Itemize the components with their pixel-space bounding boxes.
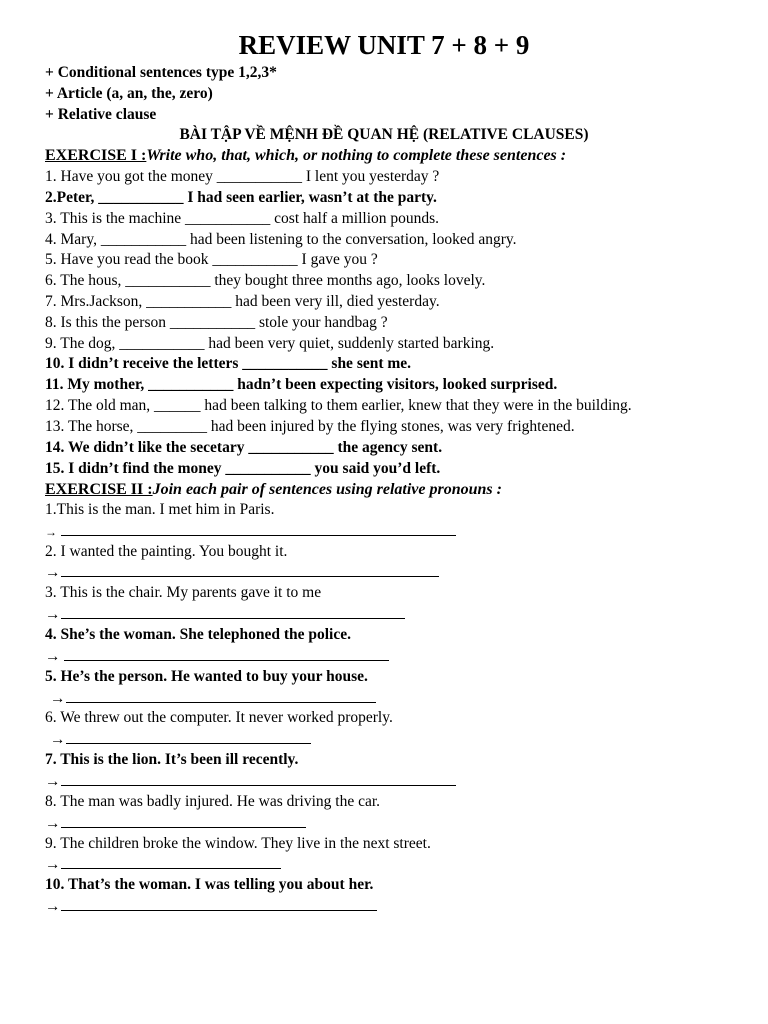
- arrow-icon: →: [45, 815, 61, 832]
- ex1-item-7: 7. Mrs.Jackson, ___________ had been very ill, died yesterday.: [45, 293, 440, 310]
- arrow-icon: →: [45, 898, 61, 915]
- ex2-answer-line-8[interactable]: [45, 813, 306, 834]
- answer-blank[interactable]: [61, 771, 456, 786]
- ex1-item-2: 2.Peter, ___________ I had seen earlier, wasn’t at the party.: [45, 189, 437, 206]
- ex2-answer-line-9[interactable]: [45, 854, 281, 875]
- exercise1-heading: EXERCISE I :: [45, 147, 147, 164]
- ex1-item-6: 6. The hous, ___________ they bought three months ago, looks lovely.: [45, 272, 486, 289]
- answer-blank[interactable]: [66, 729, 311, 744]
- answer-blank[interactable]: [61, 521, 456, 536]
- answer-blank[interactable]: [61, 896, 377, 911]
- ex2-item-9: 9. The children broke the window. They live in the next street.: [45, 835, 431, 852]
- ex1-item-5: 5. Have you read the book ___________ I gave you ?: [45, 251, 378, 268]
- ex2-item-10: 10. That’s the woman. I was telling you about her.: [45, 876, 374, 893]
- ex2-item-7: 7. This is the lion. It’s been ill recently.: [45, 751, 299, 768]
- ex2-item-2: 2. I wanted the painting. You bought it.: [45, 543, 288, 560]
- arrow-icon: →: [45, 525, 57, 539]
- arrow-icon: →: [45, 773, 61, 790]
- ex1-item-8: 8. Is this the person ___________ stole your handbag ?: [45, 314, 388, 331]
- section-heading: BÀI TẬP VỀ MỆNH ĐỀ QUAN HỆ (RELATIVE CLAUSES): [179, 126, 589, 143]
- exercise1-instruction: Write who, that, which, or nothing to complete these sentences :: [146, 147, 567, 164]
- ex2-item-4: 4. She’s the woman. She telephoned the police.: [45, 626, 351, 643]
- ex2-answer-line-4[interactable]: [45, 646, 389, 667]
- ex2-answer-line-1[interactable]: [45, 521, 456, 542]
- ex2-answer-line-3[interactable]: [45, 604, 405, 625]
- ex1-item-9: 9. The dog, ___________ had been very quiet, suddenly started barking.: [45, 335, 495, 352]
- ex2-item-8: 8. The man was badly injured. He was driving the car.: [45, 793, 381, 810]
- ex2-item-1: 1.This is the man. I met him in Paris.: [45, 501, 275, 518]
- arrow-icon: →: [45, 606, 61, 623]
- arrow-icon: →: [45, 564, 61, 581]
- ex2-item-6: 6. We threw out the computer. It never worked properly.: [45, 709, 393, 726]
- ex2-answer-line-7[interactable]: [45, 771, 456, 792]
- exercise2-heading: EXERCISE II :: [45, 481, 153, 498]
- ex1-item-12: 12. The old man, ______ had been talking to them earlier, knew that they were in the building.: [45, 397, 632, 414]
- ex2-item-5: 5. He’s the person. He wanted to buy your house.: [45, 668, 368, 685]
- topic-article: + Article (a, an, the, zero): [45, 85, 213, 102]
- ex2-answer-line-2[interactable]: [45, 562, 439, 583]
- ex1-item-4: 4. Mary, ___________ had been listening to the conversation, looked angry.: [45, 231, 517, 248]
- arrow-icon: →: [45, 648, 61, 665]
- ex2-item-3: 3. This is the chair. My parents gave it to me: [45, 584, 322, 601]
- ex1-item-11: 11. My mother, ___________ hadn’t been expecting visitors, looked surprised.: [45, 376, 558, 393]
- exercise2-header: [45, 480, 502, 500]
- exercise2-instruction: Join each pair of sentences using relative pronouns :: [152, 481, 502, 498]
- ex1-item-10: 10. I didn’t receive the letters ___________ she sent me.: [45, 355, 412, 372]
- ex1-item-15: 15. I didn’t find the money ___________ you said you’d left.: [45, 460, 441, 477]
- arrow-icon: →: [45, 856, 61, 873]
- ex1-item-14: 14. We didn’t like the secetary ___________ the agency sent.: [45, 439, 443, 456]
- arrow-icon: →: [50, 690, 66, 707]
- ex1-item-13: 13. The horse, _________ had been injured by the flying stones, was very frightened.: [45, 418, 575, 435]
- exercise1-header: [45, 146, 566, 166]
- ex2-answer-line-10[interactable]: [45, 896, 377, 917]
- answer-blank[interactable]: [61, 562, 439, 577]
- answer-blank[interactable]: [64, 646, 389, 661]
- answer-blank[interactable]: [61, 854, 281, 869]
- ex1-item-3: 3. This is the machine ___________ cost half a million pounds.: [45, 210, 440, 227]
- topic-conditional: + Conditional sentences type 1,2,3*: [45, 64, 277, 81]
- page-title: REVIEW UNIT 7 + 8 + 9: [238, 30, 530, 60]
- answer-blank[interactable]: [61, 604, 405, 619]
- answer-blank[interactable]: [66, 688, 376, 703]
- ex1-item-1: 1. Have you got the money ___________ I lent you yesterday ?: [45, 168, 440, 185]
- topic-relative-clause: + Relative clause: [45, 106, 157, 123]
- answer-blank[interactable]: [61, 813, 306, 828]
- arrow-icon: →: [50, 731, 66, 748]
- ex2-answer-line-6[interactable]: [50, 729, 311, 750]
- ex2-answer-line-5[interactable]: [50, 688, 376, 709]
